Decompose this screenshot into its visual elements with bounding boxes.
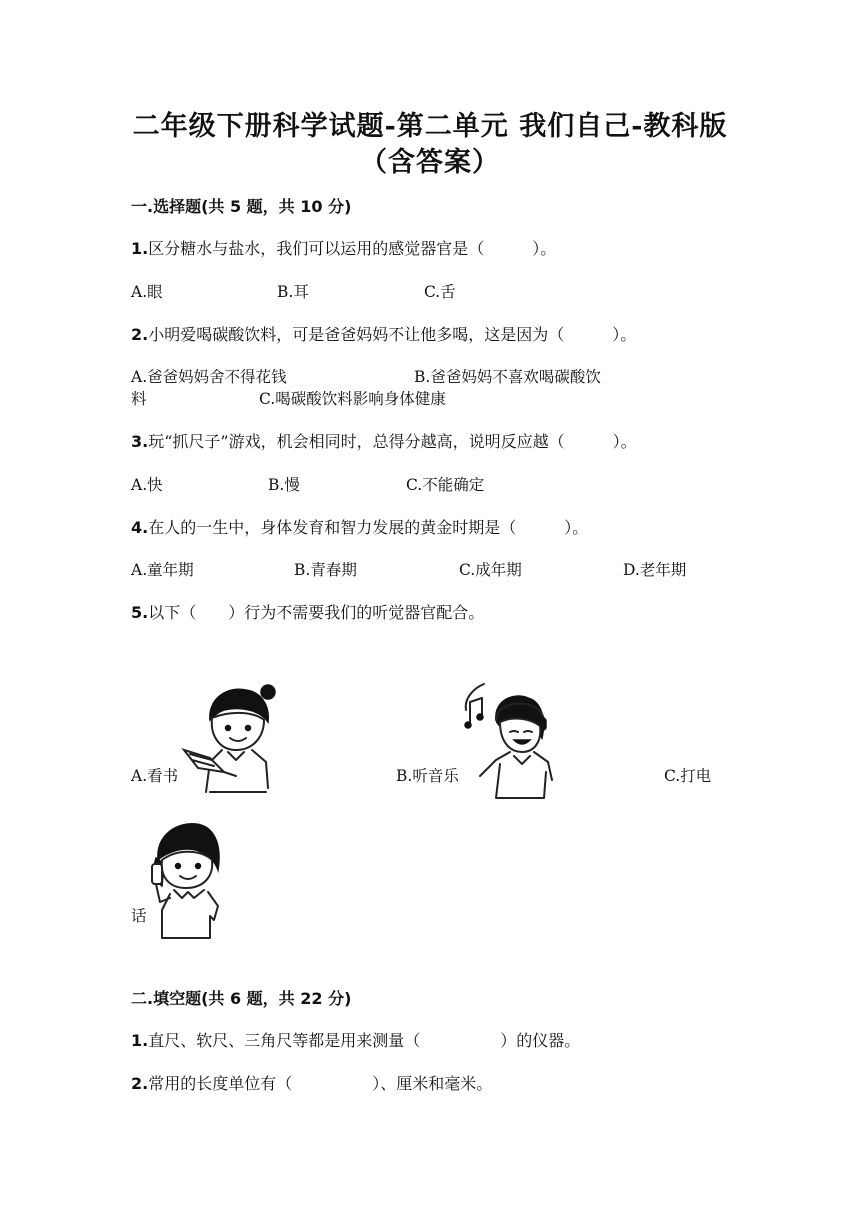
girl-music-illustration	[460, 680, 560, 802]
question-text: 玩“抓尺子”游戏，机会相同时，总得分越高，说明反应越（ ）。	[148, 432, 637, 451]
section-heading-fill-blank: 二.填空题(共 6 题，共 22 分)	[131, 989, 352, 1008]
option-b: B.慢	[268, 476, 300, 494]
option-c: C.成年期	[459, 561, 522, 579]
question-1	[131, 236, 556, 259]
option-a: A.眼	[131, 283, 163, 301]
question-number: 1.	[131, 1031, 149, 1050]
option-c: C.不能确定	[406, 476, 485, 494]
option-c: C.喝碳酸饮料影响身体健康	[259, 390, 446, 408]
question-text: 常用的长度单位有（ ）、厘米和毫米。	[148, 1074, 493, 1093]
option-b: B.青春期	[294, 561, 357, 579]
question-number: 1.	[131, 239, 149, 258]
option-a: A.爸爸妈妈舍不得花钱	[131, 368, 287, 386]
question-2	[131, 322, 636, 345]
girl-reading-illustration	[180, 680, 280, 802]
option-a: A.童年期	[131, 561, 194, 579]
option-a: A.看书	[131, 767, 179, 785]
question-number: 5.	[131, 603, 149, 622]
girl-phone-illustration	[148, 820, 228, 944]
section-heading-choice: 一.选择题(共 5 题，共 10 分)	[131, 197, 352, 216]
question-text: 小明爱喝碳酸饮料，可是爸爸妈妈不让他多喝，这是因为（ ）。	[148, 325, 637, 344]
question-text: 以下（ ）行为不需要我们的听觉器官配合。	[148, 603, 485, 622]
question-text: 在人的一生中，身体发育和智力发展的黄金时期是（ ）。	[148, 518, 589, 537]
question-4	[131, 515, 588, 538]
question-3	[131, 429, 637, 452]
document-title: 二年级下册科学试题-第二单元 我们自己-教科版	[132, 111, 728, 142]
question-fill-2	[131, 1071, 492, 1094]
question-number: 3.	[131, 432, 149, 451]
option-c-continued: 话	[131, 907, 147, 925]
option-c: C.打电	[664, 767, 712, 785]
question-text: 直尺、软尺、三角尺等都是用来测量（ ）的仪器。	[148, 1031, 581, 1050]
question-text: 区分糖水与盐水，我们可以运用的感觉器官是（ ）。	[148, 239, 557, 258]
option-b: B.爸爸妈妈不喜欢喝碳酸饮	[414, 368, 601, 386]
question-5	[131, 600, 484, 623]
option-b: B.耳	[277, 283, 309, 301]
document-subtitle: （含答案）	[360, 147, 500, 178]
question-number: 4.	[131, 518, 149, 537]
question-fill-1	[131, 1028, 580, 1051]
option-a: A.快	[131, 476, 163, 494]
option-d: D.老年期	[623, 561, 687, 579]
option-b: B.听音乐	[396, 767, 459, 785]
option-c: C.舌	[424, 283, 456, 301]
question-number: 2.	[131, 1074, 149, 1093]
option-b-continued: 料	[131, 390, 147, 408]
question-number: 2.	[131, 325, 149, 344]
